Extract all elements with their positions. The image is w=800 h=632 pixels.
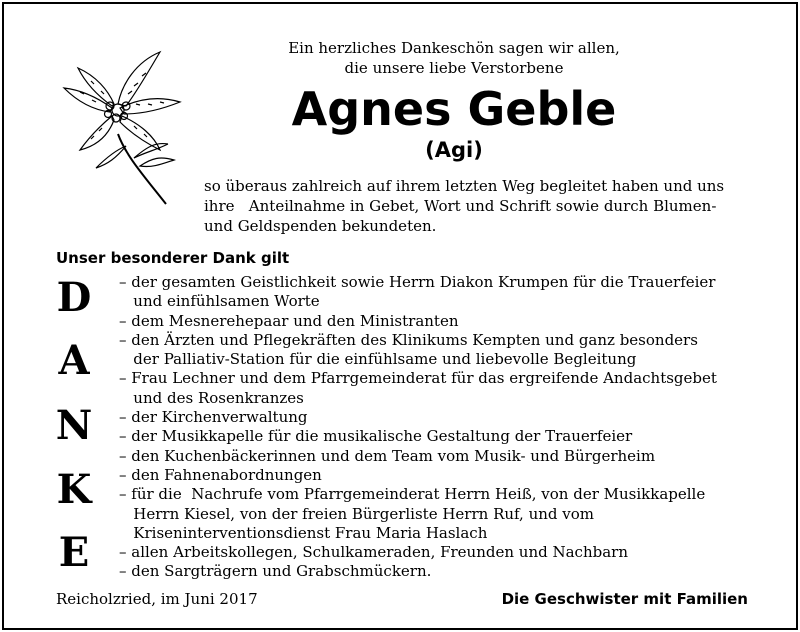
list-item: – den Kuchenbäckerinnen und dem Team vom Musik- und Bürgerheim <box>119 446 656 465</box>
thanks-heading: Unser besonderer Dank gilt <box>56 249 290 267</box>
edelweiss-icon <box>56 46 186 208</box>
list-item: – allen Arbeitskollegen, Schulkameraden, Freunden und Nachbarn <box>119 543 628 562</box>
list-item: und einfühlsamen Worte <box>119 292 320 311</box>
danke-letter-e: E <box>58 529 90 576</box>
intro-line-2: die unsere liebe Verstorbene <box>344 59 564 77</box>
list-item: – den Fahnenabordnungen <box>119 465 322 484</box>
deceased-name: Agnes Geble <box>291 82 617 136</box>
list-item: – Frau Lechner und dem Pfarrgemeinderat für das ergreifende Andachtsgebet <box>119 369 717 388</box>
list-item: Kriseninterventionsdienst Frau Maria Haslach <box>119 523 488 542</box>
list-item: der Palliativ-Station für die einfühlsame und liebevolle Begleitung <box>119 350 637 369</box>
list-item: – dem Mesnerehepaar und den Ministranten <box>119 311 459 330</box>
list-item: – den Ärzten und Pflegekräften des Klinikums Kempten und ganz besonders <box>119 330 698 349</box>
list-item: – der Musikkapelle für die musikalische Gestaltung der Trauerfeier <box>119 427 633 446</box>
place-date: Reicholzried, im Juni 2017 <box>56 590 258 608</box>
danke-letter-n: N <box>55 402 93 449</box>
body-text: so überaus zahlreich auf ihrem letzten Weg begleitet haben und uns ihre Anteilnahme in Gebet, Wort und Schrift sowie durch Blumen- und Geldspenden bekundeten. <box>204 177 725 235</box>
obituary-card <box>2 2 798 630</box>
thanks-list <box>119 273 779 582</box>
danke-letter-k: K <box>56 466 92 513</box>
list-item: und des Rosenkranzes <box>119 388 304 407</box>
danke-letter-d: D <box>56 274 92 321</box>
list-item: Herrn Kiesel, von der freien Bürgerliste Herrn Ruf, und vom <box>119 504 594 523</box>
intro-text <box>234 38 674 78</box>
list-item: – den Sargträgern und Grabschmückern. <box>119 562 432 581</box>
intro-line-1: Ein herzliches Dankeschön sagen wir allen, <box>288 39 620 57</box>
list-item: – der Kirchenverwaltung <box>119 408 308 427</box>
signature: Die Geschwister mit Familien <box>501 590 748 608</box>
list-item: – für die Nachrufe vom Pfarrgemeinderat Herrn Heiß, von der Musikkapelle <box>119 485 706 504</box>
danke-letter-a: A <box>58 337 90 384</box>
deceased-nickname: (Agi) <box>425 138 483 162</box>
list-item: – der gesamten Geistlichkeit sowie Herrn Diakon Krumpen für die Trauerfeier <box>119 273 716 291</box>
